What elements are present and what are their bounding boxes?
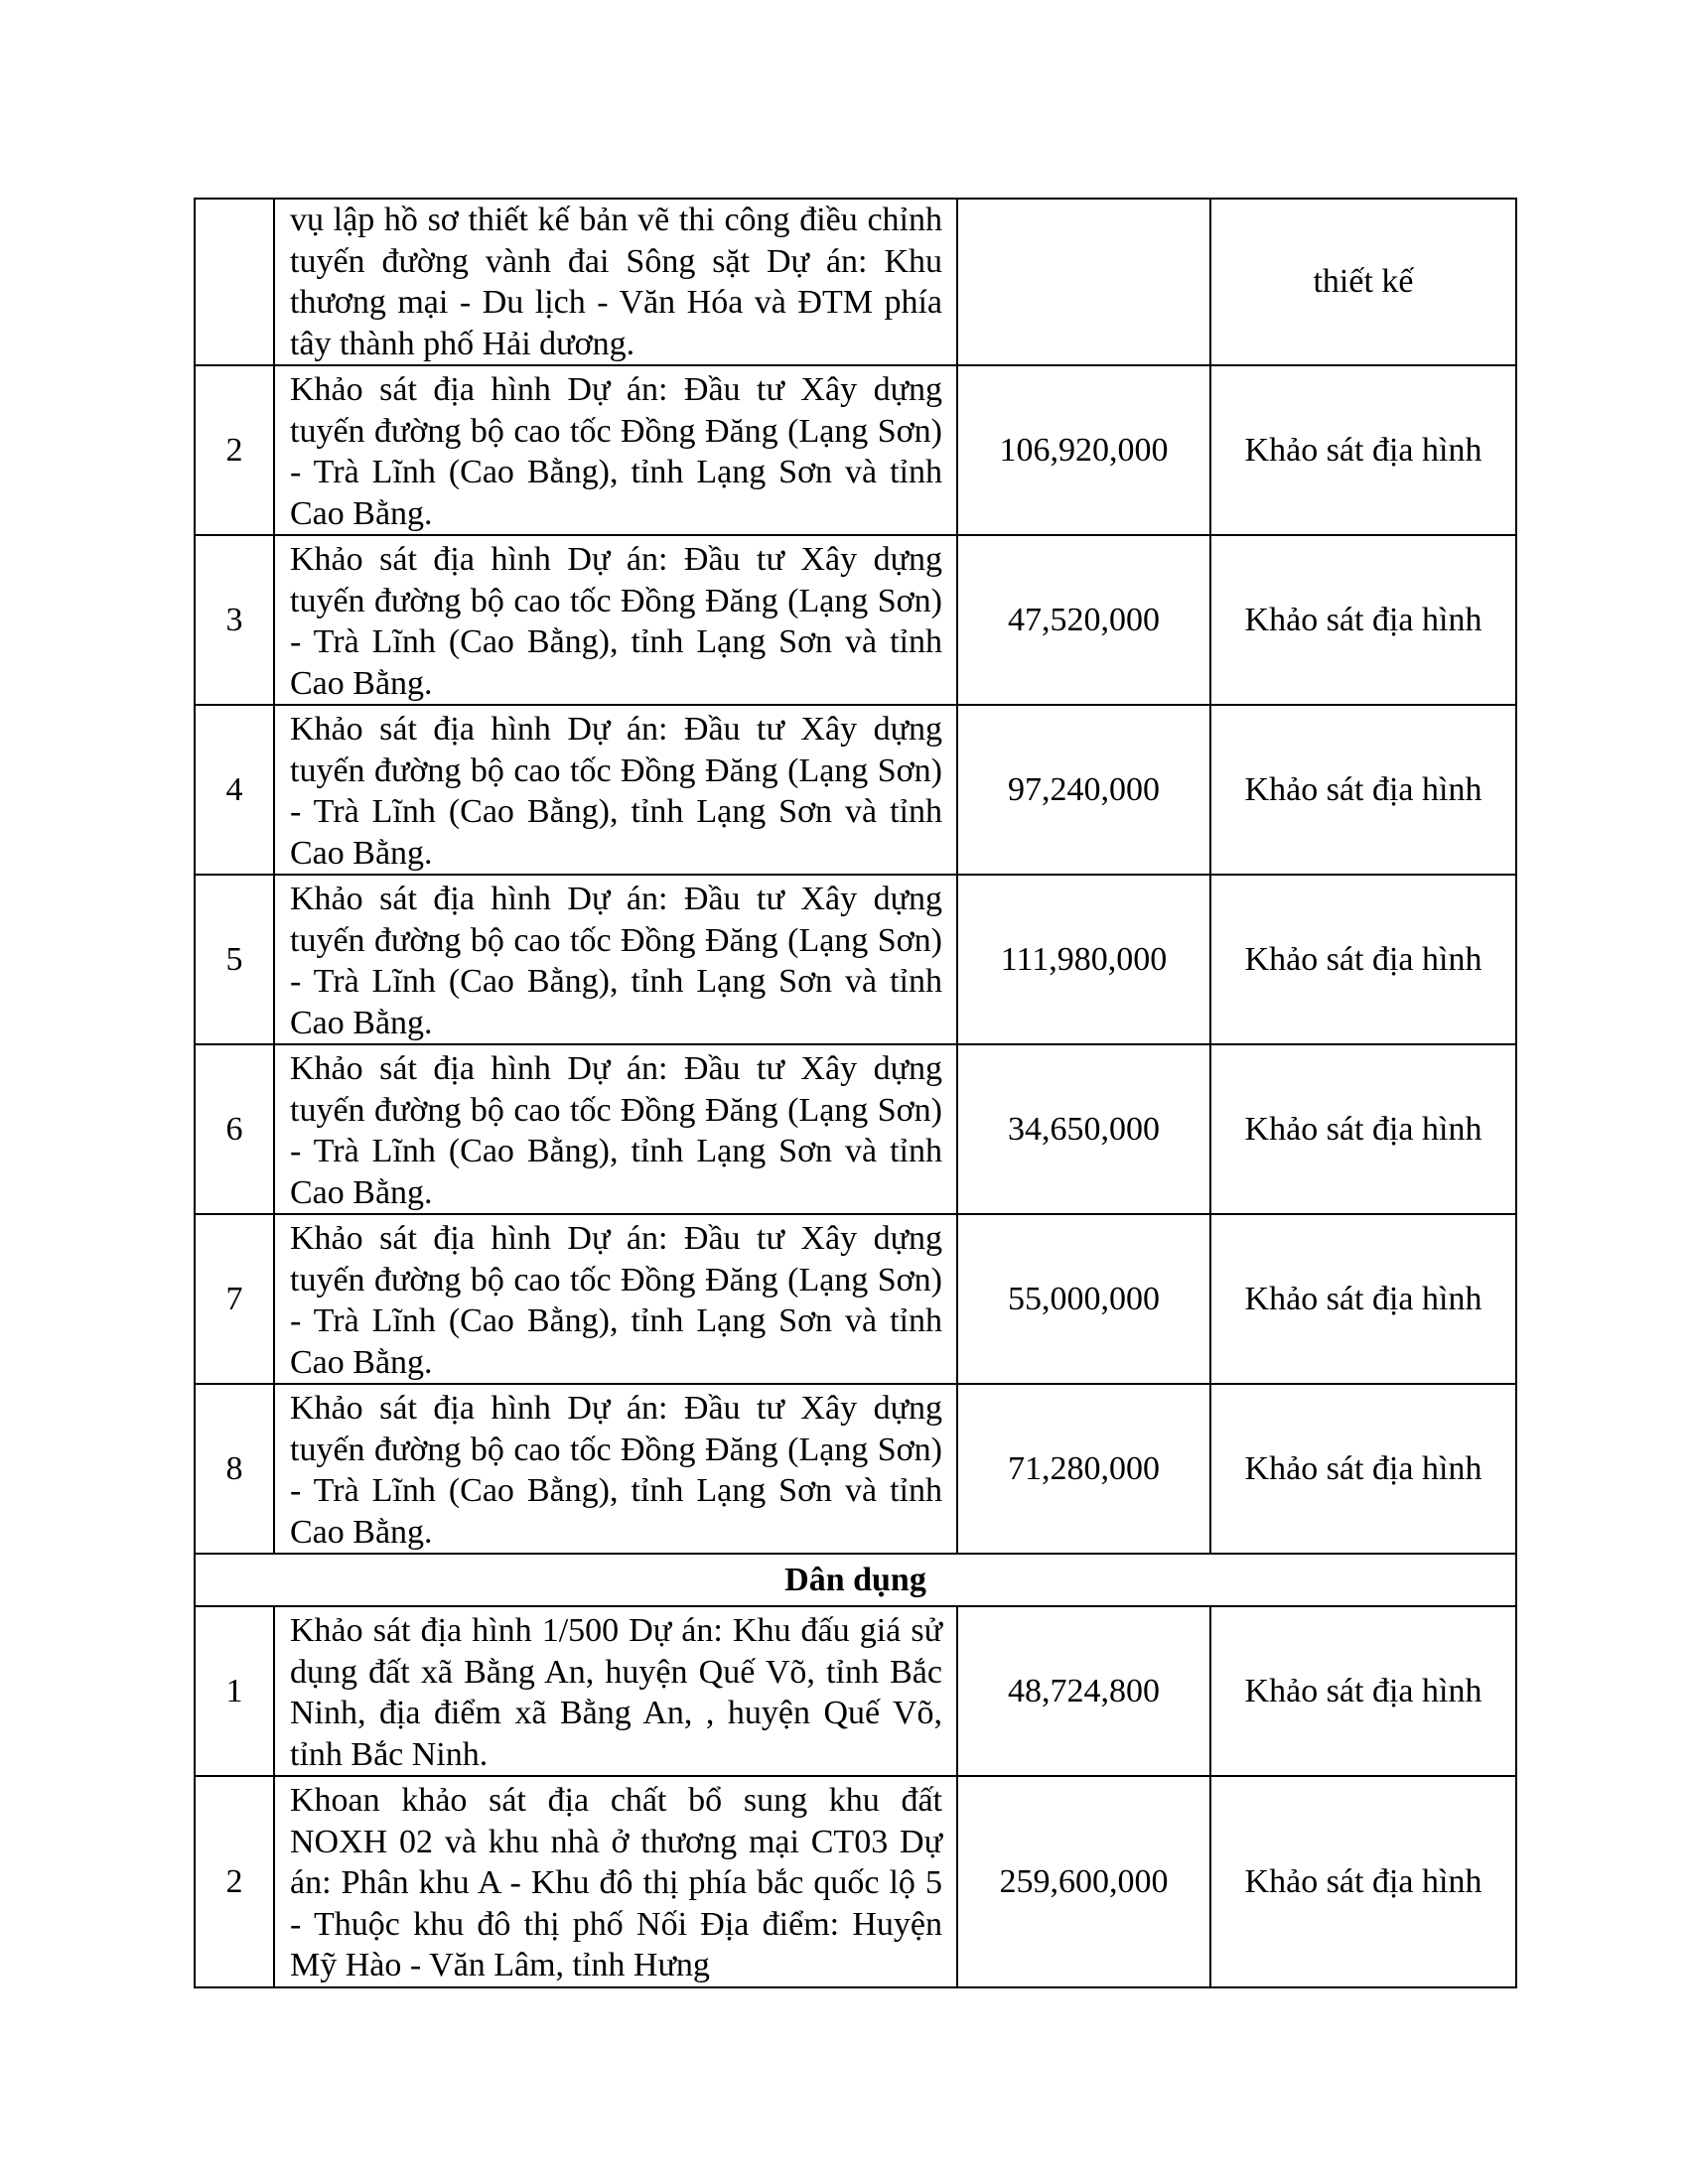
row-number-cell	[195, 199, 274, 365]
table-row	[195, 1776, 1516, 1987]
work-type-cell: Khảo sát địa hình	[1210, 1214, 1516, 1384]
row-number-cell: 3	[195, 535, 274, 705]
project-description: vụ lập hồ sơ thiết kế bản vẽ thi công điều chỉnh tuyến đường vành đai Sông sặt Dự án: Khu thương mại - Du lịch - Văn Hóa và ĐTM phía tây thành phố Hải dương.	[290, 202, 942, 362]
work-type-cell: Khảo sát địa hình	[1210, 1776, 1516, 1987]
row-number-cell: 2	[195, 365, 274, 535]
project-description: Khảo sát địa hình 1/500 Dự án: Khu đấu giá sử dụng đất xã Bằng An, huyện Quế Võ, tỉnh Bắc Ninh, địa điểm xã Bằng An, , huyện Quế Võ, tỉnh Bắc Ninh.	[290, 1612, 942, 1773]
project-description-cell	[274, 1044, 957, 1214]
work-type-cell: Khảo sát địa hình	[1210, 365, 1516, 535]
work-type-cell: Khảo sát địa hình	[1210, 535, 1516, 705]
contract-value-cell: 47,520,000	[957, 535, 1210, 705]
table-row	[195, 1606, 1516, 1776]
work-type-cell: Khảo sát địa hình	[1210, 1044, 1516, 1214]
work-type-cell: Khảo sát địa hình	[1210, 1384, 1516, 1554]
contract-value-cell: 48,724,800	[957, 1606, 1210, 1776]
row-number-cell: 8	[195, 1384, 274, 1554]
project-description: Khảo sát địa hình Dự án: Đầu tư Xây dựng tuyến đường bộ cao tốc Đồng Đăng (Lạng Sơn) - Trà Lĩnh (Cao Bằng), tỉnh Lạng Sơn và tỉnh Cao Bằng.	[290, 711, 942, 872]
project-description-cell	[274, 1776, 957, 1987]
table-row	[195, 1214, 1516, 1384]
project-description-cell	[274, 199, 957, 365]
contract-value-cell: 71,280,000	[957, 1384, 1210, 1554]
contract-value-cell: 97,240,000	[957, 705, 1210, 875]
work-type-cell: thiết kế	[1210, 199, 1516, 365]
section-title: Dân dụng	[195, 1554, 1516, 1606]
project-description-cell	[274, 1214, 957, 1384]
table-row	[195, 1384, 1516, 1554]
contract-value-cell: 106,920,000	[957, 365, 1210, 535]
row-number-cell: 5	[195, 875, 274, 1044]
table-row	[195, 875, 1516, 1044]
work-type-cell: Khảo sát địa hình	[1210, 705, 1516, 875]
table-row	[195, 1044, 1516, 1214]
row-number-cell: 4	[195, 705, 274, 875]
row-number-cell: 1	[195, 1606, 274, 1776]
contract-value-cell: 34,650,000	[957, 1044, 1210, 1214]
project-description-cell	[274, 1384, 957, 1554]
project-description: Khoan khảo sát địa chất bổ sung khu đất NOXH 02 và khu nhà ở thương mại CT03 Dự án: Phân khu A - Khu đô thị phía bắc quốc lộ 5 - Thuộc khu đô thị phố Nối Địa điểm: Huyện Mỹ Hào - Văn Lâm, tỉnh Hưng	[290, 1782, 942, 1983]
project-description-cell	[274, 875, 957, 1044]
section-header-row	[195, 1554, 1516, 1606]
table-row-continued	[195, 199, 1516, 365]
row-number-cell: 2	[195, 1776, 274, 1987]
row-number-cell: 6	[195, 1044, 274, 1214]
table-row	[195, 705, 1516, 875]
contract-value-cell	[957, 199, 1210, 365]
work-type-cell: Khảo sát địa hình	[1210, 1606, 1516, 1776]
table-row	[195, 365, 1516, 535]
contract-value-cell: 111,980,000	[957, 875, 1210, 1044]
contract-value-cell: 259,600,000	[957, 1776, 1210, 1987]
project-description: Khảo sát địa hình Dự án: Đầu tư Xây dựng tuyến đường bộ cao tốc Đồng Đăng (Lạng Sơn) - Trà Lĩnh (Cao Bằng), tỉnh Lạng Sơn và tỉnh Cao Bằng.	[290, 1050, 942, 1211]
project-description-cell	[274, 705, 957, 875]
work-items-table	[194, 198, 1517, 1988]
project-description: Khảo sát địa hình Dự án: Đầu tư Xây dựng tuyến đường bộ cao tốc Đồng Đăng (Lạng Sơn) - Trà Lĩnh (Cao Bằng), tỉnh Lạng Sơn và tỉnh Cao Bằng.	[290, 371, 942, 532]
table-row	[195, 535, 1516, 705]
project-description-cell	[274, 535, 957, 705]
project-description: Khảo sát địa hình Dự án: Đầu tư Xây dựng tuyến đường bộ cao tốc Đồng Đăng (Lạng Sơn) - Trà Lĩnh (Cao Bằng), tỉnh Lạng Sơn và tỉnh Cao Bằng.	[290, 1220, 942, 1381]
project-description-cell	[274, 1606, 957, 1776]
project-description: Khảo sát địa hình Dự án: Đầu tư Xây dựng tuyến đường bộ cao tốc Đồng Đăng (Lạng Sơn) - Trà Lĩnh (Cao Bằng), tỉnh Lạng Sơn và tỉnh Cao Bằng.	[290, 541, 942, 702]
row-number-cell: 7	[195, 1214, 274, 1384]
project-description: Khảo sát địa hình Dự án: Đầu tư Xây dựng tuyến đường bộ cao tốc Đồng Đăng (Lạng Sơn) - Trà Lĩnh (Cao Bằng), tỉnh Lạng Sơn và tỉnh Cao Bằng.	[290, 1390, 942, 1551]
work-type-cell: Khảo sát địa hình	[1210, 875, 1516, 1044]
project-description-cell	[274, 365, 957, 535]
contract-value-cell: 55,000,000	[957, 1214, 1210, 1384]
project-description: Khảo sát địa hình Dự án: Đầu tư Xây dựng tuyến đường bộ cao tốc Đồng Đăng (Lạng Sơn) - Trà Lĩnh (Cao Bằng), tỉnh Lạng Sơn và tỉnh Cao Bằng.	[290, 881, 942, 1041]
